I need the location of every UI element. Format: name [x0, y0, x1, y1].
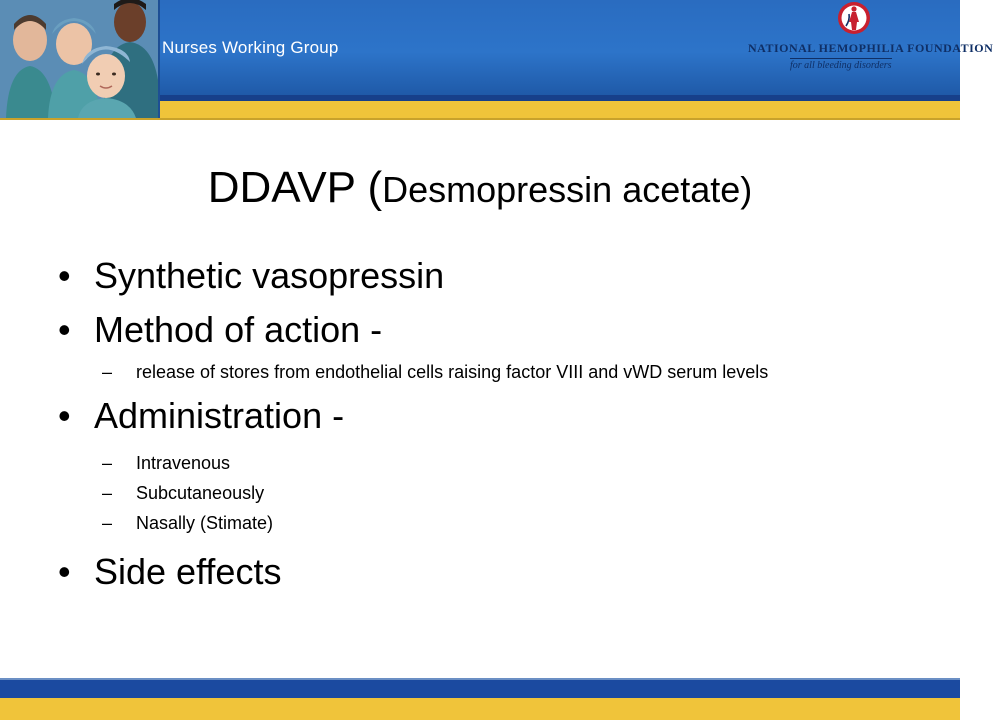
dash-marker: – — [102, 513, 113, 533]
org-tagline: for all bleeding disorders — [790, 60, 892, 71]
sub-bullet-item — [58, 478, 888, 508]
nurses-photo — [0, 0, 160, 118]
bullet-item — [58, 392, 888, 440]
sub-bullet-list — [58, 362, 888, 382]
slide-header — [0, 0, 993, 120]
sub-bullet-text: Nasally (Stimate) — [136, 513, 274, 533]
nhf-emblem-icon — [836, 0, 872, 38]
slide-title — [0, 163, 960, 213]
org-name: NATIONAL HEMOPHILIA FOUNDATION — [748, 41, 993, 55]
sub-bullet-list — [58, 448, 888, 538]
dash-marker: – — [102, 483, 113, 503]
bullet-text: Side effects — [94, 551, 282, 592]
sub-bullet-text: Intravenous — [136, 453, 231, 473]
nurses-photo-image — [0, 0, 158, 118]
slide-title-sub: Desmopressin acetate) — [382, 169, 753, 210]
nhf-logo — [748, 0, 993, 80]
sub-bullet-item — [58, 508, 888, 538]
bullet-marker: • — [58, 395, 71, 436]
dash-marker: – — [102, 453, 113, 473]
bullet-marker: • — [58, 309, 71, 350]
bullet-marker: • — [58, 551, 71, 592]
group-title: Nurses Working Group — [162, 38, 339, 57]
slide-title-main: DDAVP ( — [207, 163, 383, 212]
bullet-list — [58, 246, 888, 596]
bullet-text: Method of action - — [94, 309, 383, 350]
bullet-item — [58, 252, 888, 300]
bullet-marker: • — [58, 255, 71, 296]
bullet-item — [58, 306, 888, 354]
bullet-item — [58, 548, 888, 596]
header-divider — [0, 118, 960, 120]
footer-blue-band — [0, 680, 960, 698]
sub-bullet-text: release of stores from endothelial cells raising factor VIII and vWD serum levels — [136, 362, 769, 382]
sub-bullet-text: Subcutaneously — [136, 483, 265, 503]
footer-gold-band — [0, 698, 960, 720]
bullet-text: Synthetic vasopressin — [94, 255, 445, 296]
sub-bullet-item — [58, 362, 888, 382]
sub-bullet-item — [58, 448, 888, 478]
bullet-text: Administration - — [94, 395, 345, 436]
dash-marker: – — [102, 362, 113, 382]
